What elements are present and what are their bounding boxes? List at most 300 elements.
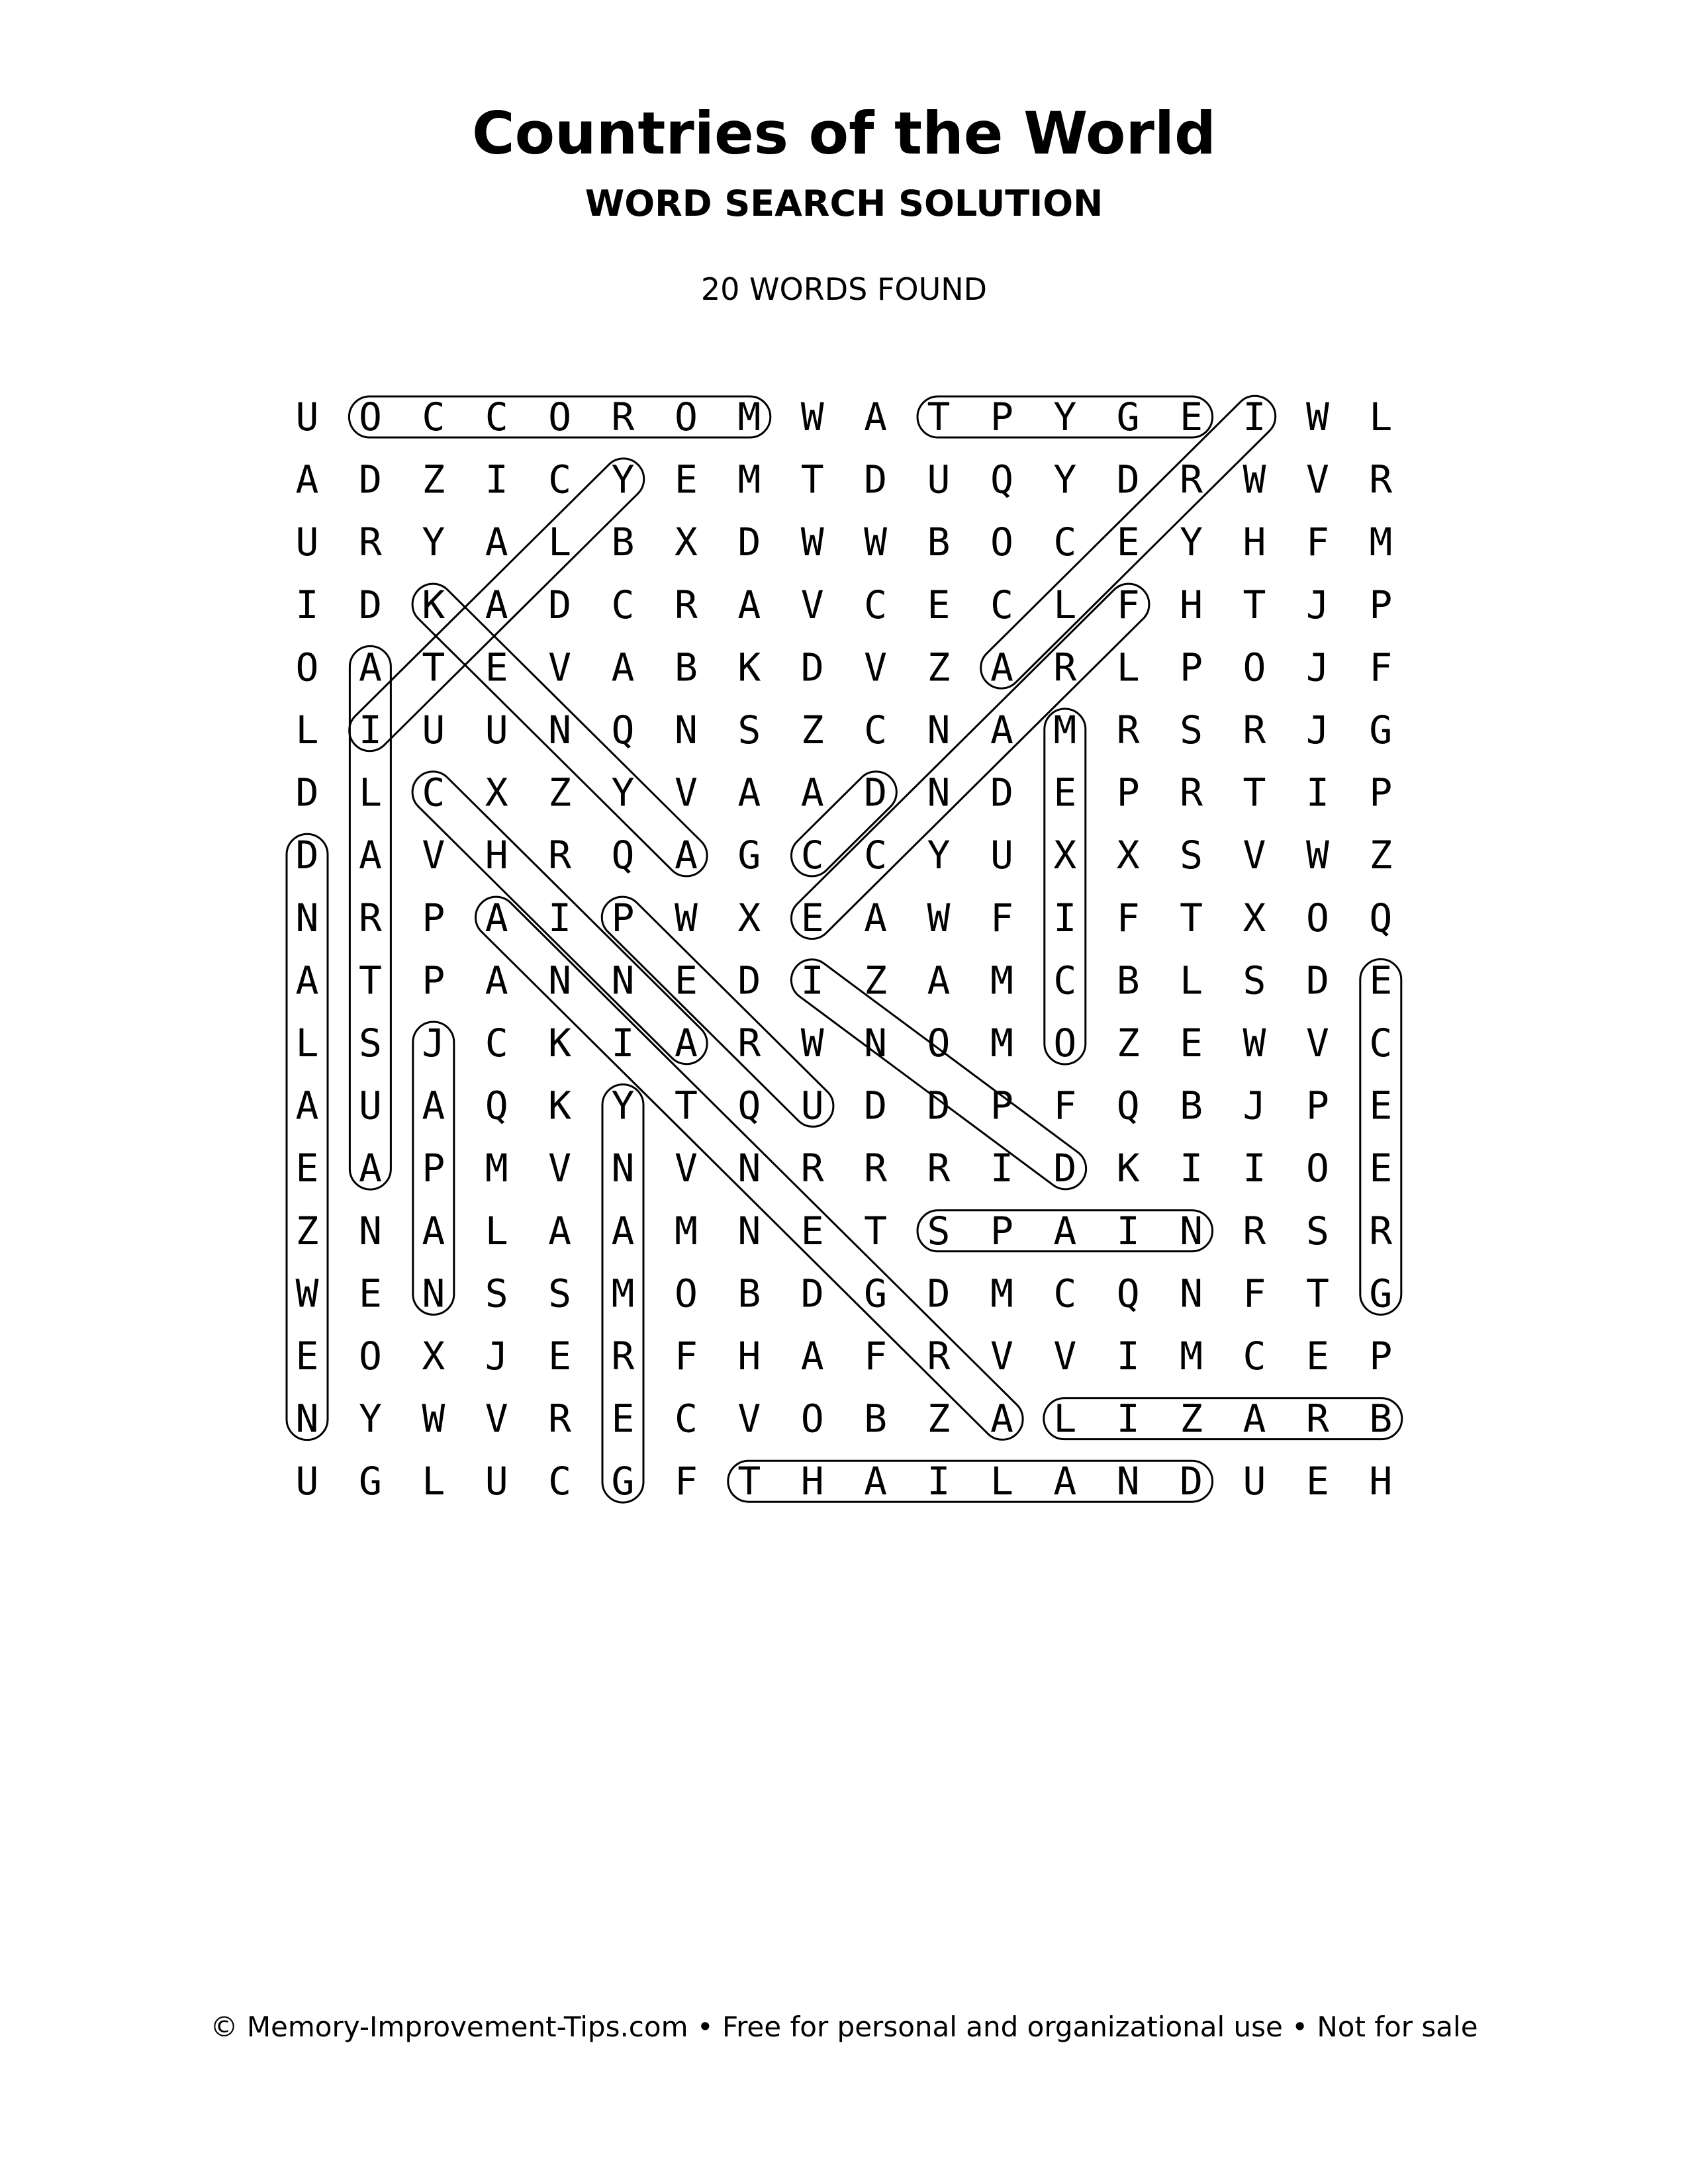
grid-letter: L (548, 520, 572, 565)
grid-letter: U (1243, 1459, 1266, 1504)
grid-letter: T (422, 645, 445, 690)
grid-letter: F (864, 1334, 888, 1379)
grid-letter: M (990, 1271, 1013, 1316)
grid-letter: E (1180, 1021, 1203, 1066)
grid-letter: U (990, 833, 1013, 878)
grid-letter: Z (1369, 833, 1393, 878)
grid-letter: Q (611, 833, 635, 878)
grid-letter: W (927, 895, 951, 940)
grid-letter: V (1305, 1021, 1329, 1066)
grid-letter: S (1305, 1208, 1329, 1253)
grid-letter: R (1369, 457, 1393, 502)
grid-letter: Y (611, 1083, 635, 1128)
grid-letter: A (548, 1208, 572, 1253)
grid-letter: J (1243, 1083, 1266, 1128)
grid-letter: U (485, 707, 508, 752)
grid-letter: D (1305, 958, 1329, 1003)
grid-letter: R (1305, 1396, 1329, 1441)
grid-letter: E (485, 645, 508, 690)
grid-letter: G (737, 833, 761, 878)
grid-letter: R (358, 895, 382, 940)
grid-letter: E (295, 1146, 319, 1191)
grid-letter: A (864, 394, 888, 439)
grid-letter: N (611, 958, 635, 1003)
grid-letter: P (1369, 770, 1393, 815)
grid-letter: R (737, 1021, 761, 1066)
grid-letter: E (1305, 1459, 1329, 1504)
grid-letter: A (864, 1459, 888, 1504)
grid-letter: H (485, 833, 508, 878)
grid-letter: P (611, 895, 635, 940)
grid-letter: N (927, 770, 951, 815)
grid-letter: M (737, 457, 761, 502)
grid-letter: P (422, 1146, 445, 1191)
grid-letter: O (295, 645, 319, 690)
grid-letter: O (358, 1334, 382, 1379)
grid-letter: I (1116, 1334, 1140, 1379)
grid-letter: U (485, 1459, 508, 1504)
grid-letter: V (737, 1396, 761, 1441)
grid-letter: F (674, 1459, 698, 1504)
grid-letter: I (358, 707, 382, 752)
grid-letter: R (548, 1396, 572, 1441)
grid-letter: A (990, 645, 1013, 690)
grid-letter: A (800, 1334, 824, 1379)
grid-letter: Y (1053, 457, 1077, 502)
grid-letter: P (1305, 1083, 1329, 1128)
grid-letter: C (422, 770, 445, 815)
grid-letter: D (358, 457, 382, 502)
grid-letter: R (1180, 457, 1203, 502)
grid-letter: P (1369, 582, 1393, 627)
grid-letter: G (864, 1271, 888, 1316)
grid-letter: W (800, 394, 824, 439)
grid-letter: P (1180, 645, 1203, 690)
grid-letter: R (674, 582, 698, 627)
grid-letter: A (800, 770, 824, 815)
grid-letter: X (1116, 833, 1140, 878)
grid-letter: B (737, 1271, 761, 1316)
grid-letter: Y (422, 520, 445, 565)
grid-letter: W (1305, 833, 1329, 878)
grid-letter: A (295, 1083, 319, 1128)
grid-letter: X (674, 520, 698, 565)
grid-letter: A (358, 645, 382, 690)
grid-letter: C (990, 582, 1013, 627)
grid-letter: E (295, 1334, 319, 1379)
grid-letter: L (1116, 645, 1140, 690)
grid-letter: I (1180, 1146, 1203, 1191)
grid-letter: I (990, 1146, 1013, 1191)
grid-letter: F (674, 1334, 698, 1379)
grid-letter: A (737, 770, 761, 815)
grid-letter: D (737, 958, 761, 1003)
grid-letter: K (422, 582, 445, 627)
grid-letter: Q (990, 457, 1013, 502)
grid-letter: K (548, 1021, 572, 1066)
grid-letter: C (864, 707, 888, 752)
grid-letter: M (1053, 707, 1077, 752)
grid-letter: F (1116, 895, 1140, 940)
grid-letter: F (1243, 1271, 1266, 1316)
grid-letter: T (674, 1083, 698, 1128)
grid-letter: A (1053, 1459, 1077, 1504)
grid-letter: H (1369, 1459, 1393, 1504)
grid-letter: O (927, 1021, 951, 1066)
grid-letter: Z (927, 1396, 951, 1441)
grid-letter: W (1305, 394, 1329, 439)
grid-letter: Y (358, 1396, 382, 1441)
grid-letter: C (864, 833, 888, 878)
grid-letter: N (1116, 1459, 1140, 1504)
grid-letter: N (548, 958, 572, 1003)
grid-letter: I (1305, 770, 1329, 815)
grid-letter: M (1369, 520, 1393, 565)
grid-letter: S (927, 1208, 951, 1253)
grid-letter: L (990, 1459, 1013, 1504)
grid-letter: T (358, 958, 382, 1003)
grid-letter: S (358, 1021, 382, 1066)
grid-letter: J (485, 1334, 508, 1379)
grid-letter: U (422, 707, 445, 752)
grid-letter: T (1305, 1271, 1329, 1316)
grid-letter: W (800, 1021, 824, 1066)
grid-letter: W (674, 895, 698, 940)
grid-letter: C (1053, 520, 1077, 565)
grid-letter: E (674, 457, 698, 502)
grid-letter: G (358, 1459, 382, 1504)
grid-letter: M (1180, 1334, 1203, 1379)
grid-letter: F (990, 895, 1013, 940)
grid-letter: B (1180, 1083, 1203, 1128)
grid-letter: B (1116, 958, 1140, 1003)
grid-letter: D (864, 457, 888, 502)
grid-letter: L (1369, 394, 1393, 439)
grid-letter: L (1180, 958, 1203, 1003)
grid-letter: S (1243, 958, 1266, 1003)
grid-letter: B (1369, 1396, 1393, 1441)
grid-letter: Z (1116, 1021, 1140, 1066)
grid-letter: A (990, 1396, 1013, 1441)
grid-letter: N (548, 707, 572, 752)
grid-letter: I (1053, 895, 1077, 940)
grid-letter: Z (548, 770, 572, 815)
grid-letter: A (485, 958, 508, 1003)
grid-letter: D (990, 770, 1013, 815)
grid-letter: F (1116, 582, 1140, 627)
grid-letter: N (674, 707, 698, 752)
grid-letter: U (358, 1083, 382, 1128)
grid-letter: A (611, 1208, 635, 1253)
grid-letter: N (737, 1146, 761, 1191)
grid-letter: G (1116, 394, 1140, 439)
grid-letter: R (1243, 707, 1266, 752)
grid-letter: L (422, 1459, 445, 1504)
grid-letter: X (737, 895, 761, 940)
grid-letter: D (1180, 1459, 1203, 1504)
grid-letter: O (358, 394, 382, 439)
grid-letter: D (864, 1083, 888, 1128)
grid-letter: S (485, 1271, 508, 1316)
grid-letter: A (611, 645, 635, 690)
grid-letter: H (1180, 582, 1203, 627)
grid-letter: C (422, 394, 445, 439)
grid-letter: L (295, 707, 319, 752)
grid-letter: C (548, 457, 572, 502)
grid-letter: C (1369, 1021, 1393, 1066)
grid-letter: K (737, 645, 761, 690)
grid-letter: E (927, 582, 951, 627)
grid-letter: A (990, 707, 1013, 752)
grid-letter: A (358, 833, 382, 878)
grid-letter: D (548, 582, 572, 627)
grid-letter: I (485, 457, 508, 502)
grid-letter: C (1053, 958, 1077, 1003)
grid-letter: I (1243, 1146, 1266, 1191)
grid-letter: R (611, 1334, 635, 1379)
grid-letter: A (737, 582, 761, 627)
grid-letter: M (674, 1208, 698, 1253)
grid-letter: I (548, 895, 572, 940)
grid-letter: J (1305, 707, 1329, 752)
grid-letter: O (800, 1396, 824, 1441)
grid-letter: O (1053, 1021, 1077, 1066)
grid-letter: S (1180, 707, 1203, 752)
grid-letter: D (800, 1271, 824, 1316)
grid-letter: N (611, 1146, 635, 1191)
page-title: Countries of the World (471, 99, 1217, 167)
grid-letter: V (800, 582, 824, 627)
grid-letter: R (800, 1146, 824, 1191)
grid-letter: N (295, 1396, 319, 1441)
grid-letter: W (800, 520, 824, 565)
grid-letter: V (422, 833, 445, 878)
grid-letter: U (927, 457, 951, 502)
grid-letter: B (927, 520, 951, 565)
grid-letter: B (674, 645, 698, 690)
grid-letter: N (422, 1271, 445, 1316)
grid-letter: L (1053, 582, 1077, 627)
grid-letter: J (422, 1021, 445, 1066)
grid-letter: K (548, 1083, 572, 1128)
grid-letter: O (1243, 645, 1266, 690)
grid-letter: O (674, 1271, 698, 1316)
grid-letter: G (1369, 707, 1393, 752)
grid-letter: U (295, 1459, 319, 1504)
grid-letter: T (1243, 770, 1266, 815)
grid-letter: R (1243, 1208, 1266, 1253)
grid-letter: I (1243, 394, 1266, 439)
grid-letter: I (1116, 1208, 1140, 1253)
grid-letter: B (611, 520, 635, 565)
page-subtitle: WORD SEARCH SOLUTION (585, 183, 1103, 224)
grid-letter: P (1369, 1334, 1393, 1379)
grid-letter: E (1305, 1334, 1329, 1379)
grid-letter: Q (485, 1083, 508, 1128)
grid-letter: A (358, 1146, 382, 1191)
grid-letter: E (1369, 1146, 1393, 1191)
grid-letter: V (990, 1334, 1013, 1379)
grid-letter: Y (1180, 520, 1203, 565)
solution-capsule-mexico (1045, 709, 1086, 1064)
grid-letter: W (864, 520, 888, 565)
grid-letter: L (358, 770, 382, 815)
grid-letter: S (548, 1271, 572, 1316)
grid-letter: Z (1180, 1396, 1203, 1441)
grid-letter: W (1243, 457, 1266, 502)
grid-letter: O (1305, 895, 1329, 940)
grid-letter: N (1180, 1271, 1203, 1316)
grid-letter: C (611, 582, 635, 627)
grid-letter: U (295, 394, 319, 439)
grid-letter: Y (1053, 394, 1077, 439)
grid-letter: E (358, 1271, 382, 1316)
grid-letter: W (295, 1271, 319, 1316)
grid-letter: T (1243, 582, 1266, 627)
grid-letter: B (864, 1396, 888, 1441)
grid-letter: R (611, 394, 635, 439)
grid-letter: L (1053, 1396, 1077, 1441)
grid-letter: E (548, 1334, 572, 1379)
grid-letter: D (1053, 1146, 1077, 1191)
grid-letter: D (800, 645, 824, 690)
grid-letter: C (674, 1396, 698, 1441)
solution-capsule-greece (1360, 959, 1401, 1314)
grid-letter: A (674, 833, 698, 878)
grid-letter: T (737, 1459, 761, 1504)
grid-letter: M (990, 1021, 1013, 1066)
grid-letter: P (990, 394, 1013, 439)
grid-letter: E (1116, 520, 1140, 565)
grid-letter: Z (927, 645, 951, 690)
grid-letter: Z (422, 457, 445, 502)
grid-letter: Y (927, 833, 951, 878)
grid-letter: H (1243, 520, 1266, 565)
grid-letter: Q (1116, 1271, 1140, 1316)
grid-letter: C (485, 1021, 508, 1066)
grid-letter: T (927, 394, 951, 439)
grid-letter: E (674, 958, 698, 1003)
grid-letter: O (674, 394, 698, 439)
grid-letter: C (1053, 1271, 1077, 1316)
grid-letter: V (1053, 1334, 1077, 1379)
grid-letter: M (485, 1146, 508, 1191)
grid-letter: N (864, 1021, 888, 1066)
grid-letter: E (1369, 958, 1393, 1003)
grid-letter: D (295, 770, 319, 815)
grid-letter: C (548, 1459, 572, 1504)
grid-letter: I (611, 1021, 635, 1066)
grid-letter: R (927, 1334, 951, 1379)
grid-letter: R (1180, 770, 1203, 815)
grid-letter: A (295, 457, 319, 502)
grid-letter: P (422, 895, 445, 940)
grid-letter: T (800, 457, 824, 502)
grid-letter: X (1053, 833, 1077, 878)
grid-letter: R (548, 833, 572, 878)
grid-letter: F (1305, 520, 1329, 565)
grid-letter: H (737, 1334, 761, 1379)
grid-letter: E (800, 895, 824, 940)
grid-letter: A (1053, 1208, 1077, 1253)
grid-letter: V (674, 770, 698, 815)
grid-letter: J (1305, 582, 1329, 627)
grid-letter: M (990, 958, 1013, 1003)
solution-capsule-france (783, 575, 1158, 947)
grid-letter: V (1305, 457, 1329, 502)
grid-letter: R (1116, 707, 1140, 752)
grid-letter: A (864, 895, 888, 940)
grid-letter: V (864, 645, 888, 690)
grid-letter: N (295, 895, 319, 940)
grid-letter: C (864, 582, 888, 627)
grid-letter: I (295, 582, 319, 627)
grid-letter: R (358, 520, 382, 565)
grid-letter: M (737, 394, 761, 439)
grid-letter: O (990, 520, 1013, 565)
copyright-footer: © Memory-Improvement-Tips.com • Free for personal and organizational use • Not for sale (210, 2011, 1478, 2043)
grid-letter: Y (611, 457, 635, 502)
grid-letter: D (927, 1083, 951, 1128)
grid-letter: L (485, 1208, 508, 1253)
grid-letter: N (927, 707, 951, 752)
grid-letter: A (1243, 1396, 1266, 1441)
grid-letter: M (611, 1271, 635, 1316)
grid-letter: V (1243, 833, 1266, 878)
grid-letter: D (927, 1271, 951, 1316)
grid-letter: Q (737, 1083, 761, 1128)
grid-letter: E (1369, 1083, 1393, 1128)
grid-letter: E (800, 1208, 824, 1253)
grid-letter: R (927, 1146, 951, 1191)
grid-letter: G (611, 1459, 635, 1504)
grid-letter: F (1369, 645, 1393, 690)
grid-letter: R (864, 1146, 888, 1191)
grid-letter: V (548, 645, 572, 690)
grid-letter: N (358, 1208, 382, 1253)
grid-letter: V (674, 1146, 698, 1191)
grid-letter: T (1180, 895, 1203, 940)
grid-letter: S (1180, 833, 1203, 878)
grid-letter: D (1116, 457, 1140, 502)
grid-letter: Z (800, 707, 824, 752)
grid-letter: I (800, 958, 824, 1003)
grid-letter: A (674, 1021, 698, 1066)
grid-letter: P (990, 1083, 1013, 1128)
grid-letter: D (864, 770, 888, 815)
grid-letter: G (1369, 1271, 1393, 1316)
solution-capsule-brazil (1044, 1398, 1402, 1439)
grid-letter: A (485, 895, 508, 940)
grid-letter: A (927, 958, 951, 1003)
grid-letter: Q (1369, 895, 1393, 940)
grid-letter: U (295, 520, 319, 565)
grid-letter: D (358, 582, 382, 627)
grid-letter: H (800, 1459, 824, 1504)
grid-letter: A (422, 1208, 445, 1253)
grid-letter: P (1116, 770, 1140, 815)
grid-letter: O (1305, 1146, 1329, 1191)
grid-letter: Z (295, 1208, 319, 1253)
grid-letter: A (295, 958, 319, 1003)
grid-letter: Q (1116, 1083, 1140, 1128)
grid-letter: Q (611, 707, 635, 752)
grid-letter: Z (864, 958, 888, 1003)
grid-letter: E (1180, 394, 1203, 439)
grid-letter: A (485, 520, 508, 565)
grid-letter: N (737, 1208, 761, 1253)
grid-letter: T (864, 1208, 888, 1253)
